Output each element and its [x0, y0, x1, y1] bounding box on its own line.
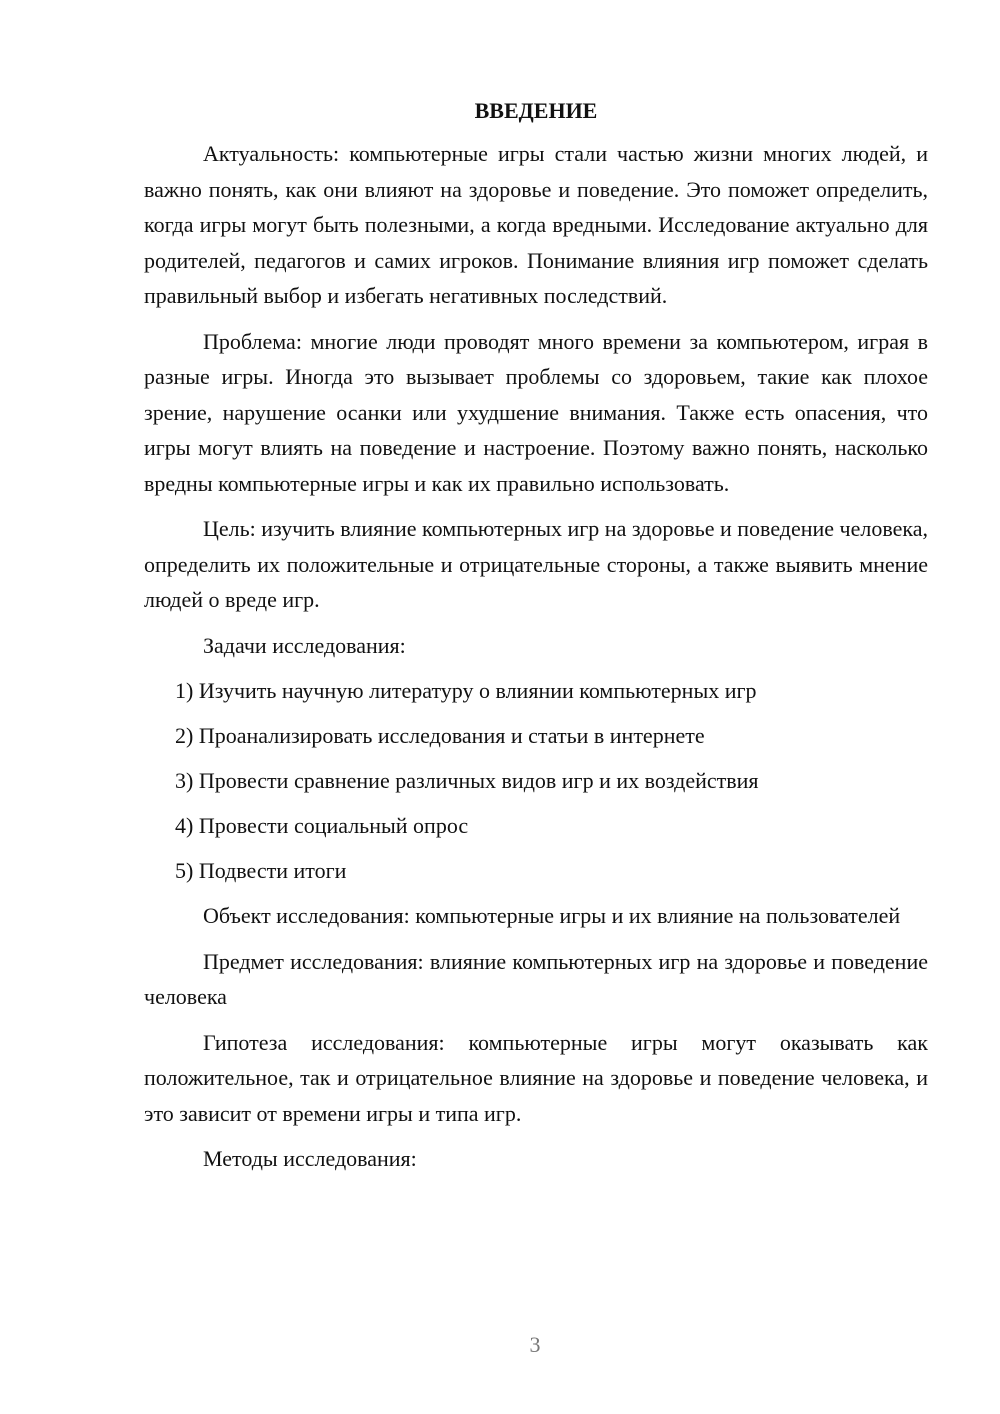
hypothesis-paragraph: Гипотеза исследования: компьютерные игры могут оказывать как положительное, так и отрицательное влияние на здоровье и поведение человека, и это зависит от времени игры и типа игр. — [144, 1029, 928, 1126]
methods-heading: Методы исследования: — [203, 1146, 417, 1171]
task-item-1: 1) Изучить научную литературу о влиянии компьютерных игр — [175, 678, 757, 703]
task-item-4: 4) Провести социальный опрос — [175, 813, 469, 838]
tasks-heading: Задачи исследования: — [203, 632, 406, 658]
page-number: 3 — [529, 1332, 541, 1357]
problem-paragraph: Проблема: многие люди проводят много времени за компьютером, играя в разные игры. Иногда это вызывает проблемы со здоровьем, такие как плохое зрение, нарушение осанки или ухудшение внимания. Также есть опасения, что игры могут влиять на поведение и настроение. Поэтому важно понять, насколько вредны компьютерные игры и как их правильно использовать. — [144, 328, 928, 496]
task-item-3: 3) Провести сравнение различных видов игр и их воздействия — [175, 768, 759, 793]
relevance-paragraph: Актуальность: компьютерные игры стали частью жизни многих людей, и важно понять, как они влияют на здоровье и поведение. Это поможет определить, когда игры могут быть полезными, а когда вредными. Исследование актуально для родителей, педагогов и самих игроков. Понимание влияния игр поможет сделать правильный выбор и избегать негативных последствий. — [144, 141, 928, 308]
goal-paragraph: Цель: изучить влияние компьютерных игр на здоровье и поведение человека, определить их положительные и отрицательные стороны, а также выявить мнение людей о вреде игр. — [144, 516, 929, 612]
task-item-5: 5) Подвести итоги — [175, 858, 347, 883]
object-paragraph: Объект исследования: компьютерные игры и их влияние на пользователей — [203, 903, 901, 928]
subject-paragraph: Предмет исследования: влияние компьютерных игр на здоровье и поведение человека — [144, 948, 928, 1009]
page-content — [144, 96, 928, 1187]
section-title: ВВЕДЕНИЕ — [474, 98, 598, 123]
task-item-2: 2) Проанализировать исследования и статьи в интернете — [175, 723, 705, 748]
